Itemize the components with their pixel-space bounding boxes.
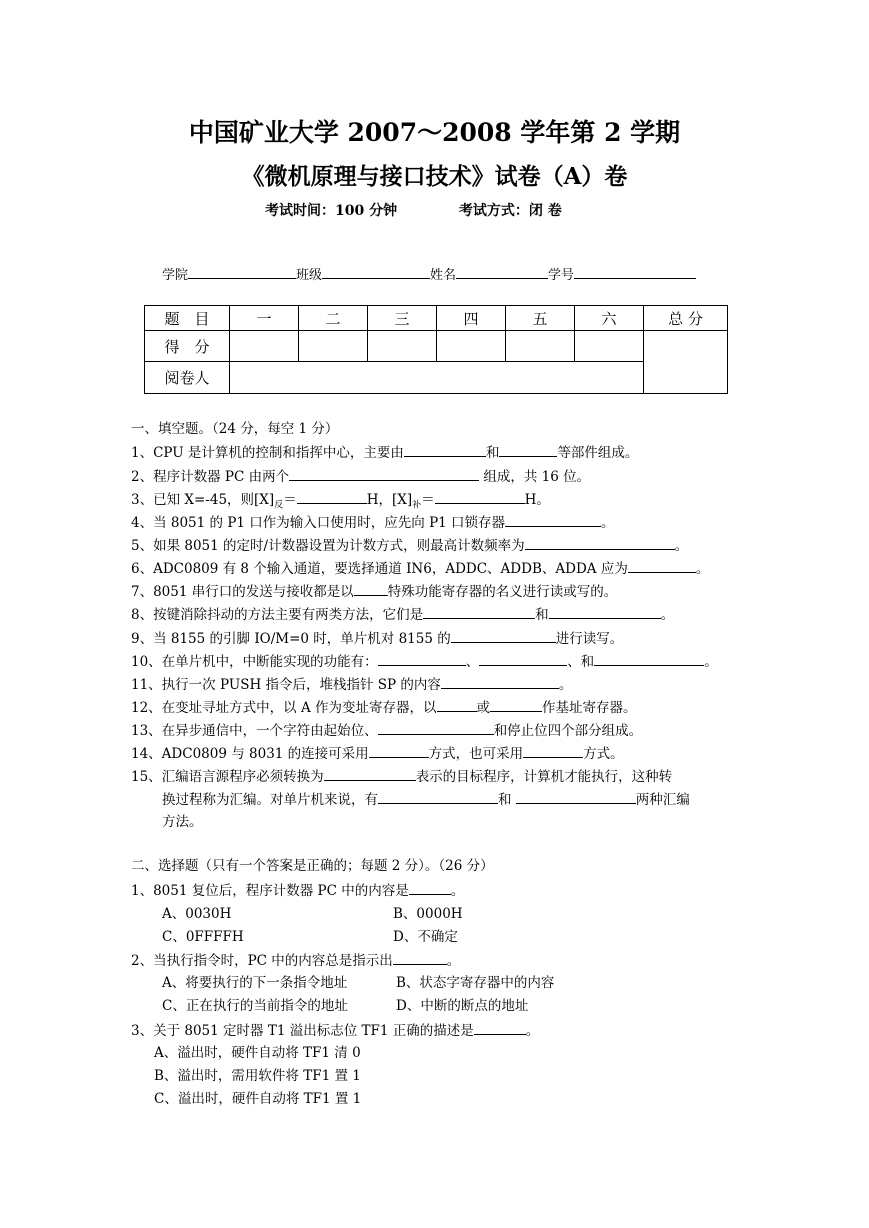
answer-blank[interactable]: [490, 698, 542, 712]
answer-blank[interactable]: [378, 790, 498, 804]
fill-question-7: 7、8051 串行口的发送与接收都是以 特殊功能寄存器的名义进行读或写的。: [131, 584, 618, 600]
fill-question-9: 9、当 8155 的引脚 IO/M=0 时，单片机对 8155 的 进行读写。: [131, 631, 624, 647]
exam-time: 考试时间：100 分钟: [265, 203, 398, 219]
college-field[interactable]: [188, 264, 296, 279]
answer-blank[interactable]: [474, 1021, 526, 1035]
exam-info: [265, 200, 562, 220]
score-cell[interactable]: [506, 331, 575, 362]
student-id-field[interactable]: [574, 264, 696, 279]
class-label: 班级: [296, 268, 323, 283]
answer-blank[interactable]: [324, 767, 416, 781]
choice-option-d[interactable]: D、不确定: [393, 929, 458, 945]
section2-heading: 二、选择题（只有一个答案是正确的；每题 2 分）。（26 分）: [131, 858, 494, 874]
fill-question-14: 14、ADC0809 与 8031 的连接可采用 方式，也可采用 方式。: [131, 746, 624, 762]
answer-blank[interactable]: [499, 443, 557, 457]
answer-blank[interactable]: [523, 744, 583, 758]
score-row: [145, 331, 728, 362]
course-title: 《微机原理与接口技术》试卷（A）卷: [241, 163, 628, 190]
answer-blank[interactable]: [549, 605, 661, 619]
answer-blank[interactable]: [628, 559, 696, 573]
answer-blank[interactable]: [393, 951, 447, 965]
answer-blank[interactable]: [441, 675, 559, 689]
choice-option-a[interactable]: A、溢出时，硬件自动将 TF1 清 0: [154, 1045, 361, 1061]
fill-question-15-end: 方法。: [162, 814, 203, 830]
score-cell[interactable]: [575, 331, 644, 362]
answer-blank[interactable]: [409, 881, 451, 895]
fill-question-10: 10、在单片机中，中断能实现的功能有： 、 、和 。: [131, 654, 718, 670]
answer-blank[interactable]: [505, 513, 601, 527]
score-cell[interactable]: [437, 331, 506, 362]
col-6: 六: [575, 306, 644, 331]
choice-option-b[interactable]: B、溢出时，需用软件将 TF1 置 1: [154, 1068, 361, 1084]
choice-option-b[interactable]: B、0000H: [393, 906, 463, 922]
answer-blank[interactable]: [437, 698, 477, 712]
choice-option-c[interactable]: C、溢出时，硬件自动将 TF1 置 1: [154, 1091, 362, 1107]
student-id-label: 学号: [548, 268, 575, 283]
choice-question-1: 1、8051 复位后，程序计数器 PC 中的内容是 。: [131, 883, 465, 899]
grader-row: [145, 362, 728, 394]
fill-question-1: 1、CPU 是计算机的控制和指挥中心，主要由 和 等部件组成。: [131, 445, 639, 461]
col-3: 三: [368, 306, 437, 331]
fill-question-4: 4、当 8051 的 P1 口作为输入口使用时，应先向 P1 口锁存器 。: [131, 515, 615, 531]
exam-title: 中国矿业大学 2007～2008 学年第 2 学期: [188, 118, 681, 147]
fill-question-6: 6、ADC0809 有 8 个输入通道，要选择通道 IN6，ADDC、ADDB、ADDA 应为 。: [131, 561, 710, 577]
answer-blank[interactable]: [479, 652, 567, 666]
row-header-topic: 题 目: [145, 306, 230, 331]
score-cell[interactable]: [299, 331, 368, 362]
choice-option-d[interactable]: D、中断的断点的地址: [396, 998, 529, 1014]
answer-blank[interactable]: [594, 652, 704, 666]
class-field[interactable]: [322, 264, 430, 279]
fill-question-3: 3、已知 X=-45，则$[X]_反= H$，$[X]_补= H$。: [131, 492, 550, 511]
fill-question-15: 15、汇编语言源程序必须转换为 表示的目标程序，计算机才能执行，这种转: [131, 769, 673, 785]
answer-blank[interactable]: [516, 790, 636, 804]
name-field[interactable]: [456, 264, 548, 279]
exam-mode: 考试方式：闭 卷: [458, 203, 562, 219]
answer-blank[interactable]: [354, 582, 388, 596]
answer-blank[interactable]: [378, 652, 466, 666]
row-header-score: 得 分: [145, 331, 230, 362]
fill-question-5: 5、如果 8051 的定时/计数器设置为计数方式，则最高计数频率为 。: [131, 538, 689, 554]
college-label: 学院: [162, 268, 189, 283]
answer-blank[interactable]: [378, 721, 494, 735]
answer-blank[interactable]: [451, 629, 556, 643]
fill-question-12: 12、在变址寻址方式中，以 A 作为变址寄存器，以 或 作基址寄存器。: [131, 700, 637, 716]
col-5: 五: [506, 306, 575, 331]
choice-option-a[interactable]: A、0030H: [162, 906, 232, 922]
choice-option-c[interactable]: C、正在执行的当前指令的地址: [162, 998, 348, 1014]
score-cell[interactable]: [230, 331, 299, 362]
answer-blank[interactable]: [404, 443, 486, 457]
student-info-line: [162, 264, 696, 283]
answer-blank[interactable]: [435, 490, 525, 504]
answer-blank[interactable]: [369, 744, 429, 758]
fill-question-2: 2、程序计数器 PC 由两个 组成，共 16 位。: [131, 469, 591, 485]
col-2: 二: [299, 306, 368, 331]
col-total: 总 分: [644, 306, 728, 331]
section1-heading: 一、填空题。（24 分，每空 1 分）: [131, 421, 339, 437]
fill-question-13: 13、在异步通信中，一个字符由起始位、 和停止位四个部分组成。: [131, 723, 643, 739]
choice-option-c[interactable]: C、0FFFFH: [162, 929, 244, 945]
fill-question-15-cont: 换过程称为汇编。对单片机来说，有 和 两种汇编: [162, 792, 690, 808]
choice-option-a[interactable]: A、将要执行的下一条指令地址: [162, 975, 348, 991]
answer-blank[interactable]: [289, 467, 479, 481]
fill-question-11: 11、执行一次 PUSH 指令后，堆栈指针 SP 的内容 。: [131, 677, 573, 693]
choice-option-b[interactable]: B、状态字寄存器中的内容: [396, 975, 555, 991]
choice-question-2: 2、当执行指令时，PC 中的内容总是指示出 。: [131, 953, 461, 969]
col-1: 一: [230, 306, 299, 331]
score-table-header-row: [145, 306, 728, 331]
fill-question-8: 8、按键消除抖动的方法主要有两类方法，它们是 和 。: [131, 607, 675, 623]
total-score-cell[interactable]: [644, 331, 728, 394]
answer-blank[interactable]: [423, 605, 535, 619]
name-label: 姓名: [430, 268, 457, 283]
answer-blank[interactable]: [297, 490, 367, 504]
answer-blank[interactable]: [525, 536, 675, 550]
grader-cell[interactable]: [230, 362, 644, 394]
score-table: [144, 305, 728, 394]
col-4: 四: [437, 306, 506, 331]
choice-question-3: 3、关于 8051 定时器 T1 溢出标志位 TF1 正确的描述是 。: [131, 1023, 540, 1039]
score-cell[interactable]: [368, 331, 437, 362]
row-header-grader: 阅卷人: [145, 362, 230, 394]
